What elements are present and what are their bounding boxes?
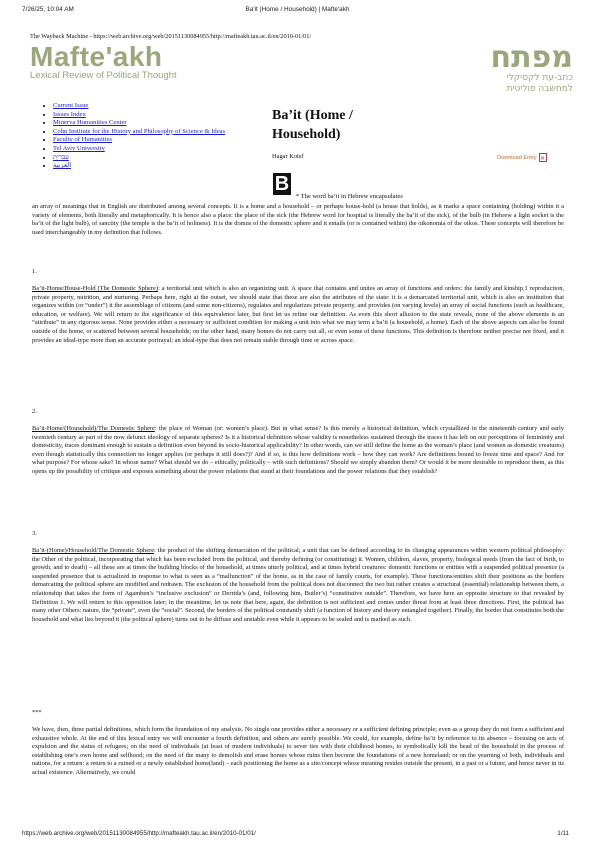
logo-hebrew-tagline-2: למחשבה פוליטית [506, 84, 573, 94]
intro-first-line: * The word ba’it in Hebrew encapsulates [296, 193, 403, 200]
pdf-icon: ▤ [539, 153, 547, 162]
logo-hebrew-tagline-1: כתב-עת לקסיקלי [506, 73, 573, 83]
nav-link-cohn-institute[interactable]: Cohn Institute for the History and Philosophy of Science & Ideas [53, 127, 226, 135]
drop-cap: B [274, 173, 290, 195]
site-logo-hebrew[interactable] [490, 40, 573, 95]
print-datetime: 7/26/25, 10:04 AM [22, 6, 74, 13]
definition-2-text: : the place of Woman (or: women’s place). But in what sense? Is this merely a historical definition, which crystallized in the nineteenth century and early twentieth century as part of the now defunct ideology of separate spheres? Is it a historical definition whose validity is nonetheless sustained through the traces it has left on our perceptions of femininity and domesticity, traces dominant enough to sustain a definition even beyond its socio-historical applicability? In other words, can we still define the home as the woman’s place (and women as domestic creatures) even though statistically this connection no longer applies (or perhaps it still does?)? And if so, is this how definitions work – how they can work? Are definitions bound to freeze time and space? And for what purpose? For whose sake? In whose name? What should we do – ethically, politically – with such definitions? Should we simply abandon them? Or would it be more desirable to reproduce them, as this opens up the possibility of critique and exposes something about the power relations that stand at their foundations and the power relations that they establish? [32, 425, 564, 475]
intro-text: an array of meanings that in English are distributed among several concepts. It is a home and a household – or perhaps house-hold (a house that holds), as it marks a space containing (holding) within it a variety of elements, both literally and metaphorically. It is hence also a place: the place of the sick (the Hebrew word for hospital is literally the ba’it of the sick), of the bulb (in Hebrew a light socket is the ba’it of the light bulb), of sanctity (the temple is the ba’it of holiness). It is the domus of the domestic sphere and it entails (or is contained within) the oikonomia of the oikos. These concepts will therefore be used interchangeably in my definition that follows. [32, 203, 564, 236]
logo-name: Mafte'akh [30, 41, 163, 72]
nav-item [53, 102, 225, 111]
intro-paragraph [32, 203, 564, 237]
definition-3-heading: Ba’it-(Home)/Household/The Domestic Sphere [32, 547, 155, 554]
definition-2-heading: Ba’it-Home/(Household)/The Domestic Sphere [32, 425, 155, 432]
print-page-title: Ba'it (Home / Household) | Mafte'akh [245, 6, 350, 13]
closing-paragraph [32, 726, 564, 778]
print-url: https://web.archive.org/web/20151130084955/http://mafteakh.tau.ac.il/en/2010-01/01/ [22, 830, 256, 837]
author-name: Hagar Kotef [272, 153, 304, 160]
definition-3-text: : the product of the shifting demarcation of the political; a unit that can be defined according to its changing appearances within western political philosophy: the Other of the political, incorporating that which has been excluded from the political, and thereby defining (or constituting) it. Women, children, slaves, property, biological needs (from the fact of birth, to growth, and to death) – all these are at times the building blocks of the household, at times utterly political, and at times hybrid creatures: domestic functions or entities with a suspended political presence (a suspended presence that is actualized in response to what is seen as a “malfunction” of the home, as in the case of family courts, for example). These functions/entities shift their positions as the borders demarcating the political sphere are modified and redrawn. The exclusion of the household from the political does not disconnect the two but rather creates a structural (essential) relationship between them, a relationship that takes the form of Agamben’s “inclusive exclusion” or Derrida’s (and, following him, Butler’s) “constitutive outside”. Therefore, we have here an opposite structure to that revealed by Definition 1. We will return to this opposition later; in the meantime, let us note that here, again, the definition is not sufficient and comes under threat from at least three directions. First, the political has many other Others: nature, the “private”, even the “social”. Second, the borders of the political constantly shift (a function of history and theory entangled together). Finally, the border that constitutes both the household and what lies beyond it (the political sphere) turns out to be diffuse and unstable even while it appears to be sealed and is marked as such. [32, 547, 564, 623]
nav-item [53, 154, 225, 163]
print-page-number: 1/11 [557, 830, 569, 837]
site-logo-english[interactable] [30, 43, 177, 81]
definition-number-2: 2. [32, 408, 37, 415]
logo-hebrew-name: מפתח [490, 40, 573, 75]
entry-title-line1: Ba’it (Home / [272, 108, 353, 123]
nav-link-current-issue[interactable]: Current Issue [53, 102, 89, 109]
definition-3 [32, 547, 564, 624]
download-label: Download Entry [497, 154, 537, 161]
entry-title [272, 106, 353, 144]
nav-item [53, 111, 225, 120]
nav-item [53, 145, 225, 154]
logo-tagline: Lexical Review of Political Thought [30, 70, 177, 81]
definition-2 [32, 425, 564, 477]
nav-link-faculty[interactable]: Faculty of Humanities [53, 136, 112, 144]
nav-item [53, 119, 225, 128]
definition-1-text: : a territorial unit which is also an organizing unit. A space that contains and unites an array of functions and orders: the family and kinship,1 reproduction, private property, nutrition, and nurturing. Perhaps here, right at the outset, we should state that these are also the attributes of the state: it is a demarcated territorial unit, which is also an institution that organizes within (or “under”) it the assemblage of citizens (and some non-citizens), regulates and regularizes private property, and provides (on varying levels) an array of social functions (such as healthcare, education, or welfare). We will return to the significance of this equivalence later, but first let us refine our definition. As even this short allusion to the state reveals, none of the above elements is an “attribute” in any rigorous sense. None provides either a necessary or sufficient condition for making a unit into what we may term a ba’it (a household, a home). Each of the above aspects can also be found outside of the home, or scattered between several households; on the other hand, many homes do not carry out all, or even some of these functions. This definition is therefore neither precise nor fixed, and it provides an ideal-type more than an accurate portrayal; an ideal-type that does not remain stable through time or across space. [32, 285, 564, 344]
nav-item [53, 128, 225, 137]
download-entry-button[interactable] [497, 153, 547, 162]
nav-link-hebrew[interactable]: עברית [53, 153, 69, 161]
nav-item [53, 162, 225, 171]
wayback-banner: The Wayback Machine - https://web.archive.org/web/20151130084955/http://mafteakh.tau.ac.il/en/2010-01/01/ [30, 33, 312, 40]
definition-number-3: 3. [32, 530, 37, 537]
nav-link-tau[interactable]: Tel Aviv University [53, 144, 105, 152]
section-divider: *** [32, 709, 42, 716]
entry-title-line2: Household) [272, 127, 341, 142]
nav-link-issues-index[interactable]: Issues Index [53, 110, 86, 118]
definition-1-heading: Ba’it-Home/House-Hold (The Domestic Sphere) [32, 285, 158, 292]
definition-1 [32, 285, 564, 345]
nav-link-minerva[interactable]: Minerva Humanities Center [53, 119, 127, 127]
site-nav [40, 102, 225, 171]
nav-item [53, 136, 225, 145]
nav-link-arabic[interactable]: العربية [53, 162, 72, 170]
definition-number-1: 1. [32, 268, 37, 275]
closing-text: We have, then, three partial definitions, which form the foundation of my analysis. No single one provides either a necessary or a sufficient defining principle; even as a group they do not form a sufficient and exhaustive whole. At the end of this lexical entry we will encounter a fourth definition, and others are surely possible. We could, for example, define ba’it by reference to its absence – focusing on acts of expulsion and the status of refugees; on the need of individuals (at least of modern individuals) to sever ties with their childhood homes, to symbolically kill the head of the household in the process of establishing one’s own home and selfhood; on the need of the many to demolish and erase homes whose ruins then become the foundations of a new homeland; or on the yearning of both, individuals and nations, for a return: a return to a ruined or a newly established home(land) – each positioning the home as a site/concept whose meaning resides outside the present, in a past or a future, and hence never in its actual existence. Alternatively, we could [32, 726, 564, 776]
